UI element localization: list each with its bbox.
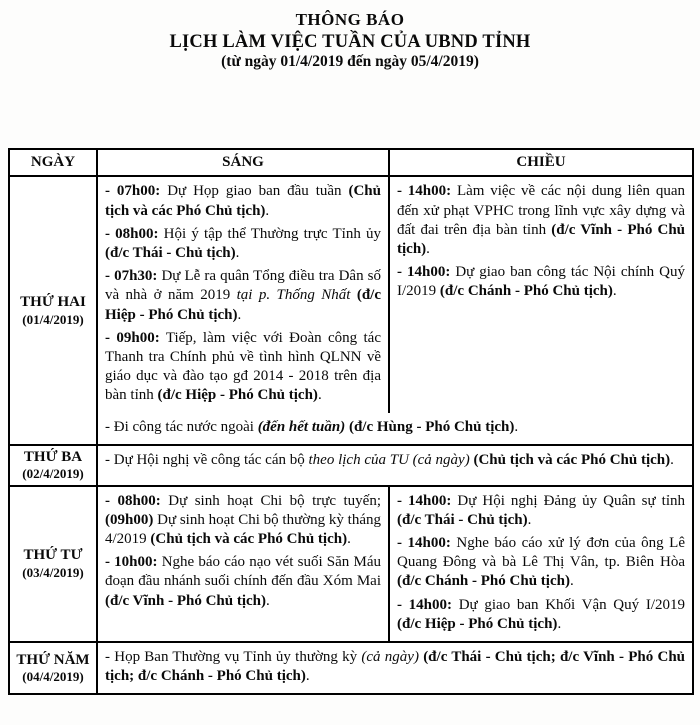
schedule-event: - 07h30: Dự Lễ ra quân Tổng điều tra Dân số và nhà ở năm 2019 tại p. Thống Nhất (đ/c Hiệp - Phó Chủ tịch). (105, 268, 382, 323)
schedule-event: - 14h00: Dự Hội nghị Đảng ủy Quân sự tỉnh (đ/c Thái - Chủ tịch). (397, 492, 685, 528)
tuesday-allday-cell (97, 445, 693, 486)
notice-title: THÔNG BÁO (295, 10, 405, 29)
monday-allday-cell (97, 413, 693, 445)
schedule-event: - 09h00: Tiếp, làm việc với Đoàn công tác Thanh tra Chính phủ về tình hình QLNN về giáo dục và đào tạo gđ 2014 - 2018 trên địa bàn tỉnh (đ/c Hiệp - Phó Chủ tịch). (105, 329, 381, 404)
monday-morning-cell (97, 176, 389, 412)
schedule-table (8, 148, 694, 695)
notice-header (0, 10, 700, 72)
schedule-event: - 14h00: Dự giao ban công tác Nội chính Quý I/2019 (đ/c Chánh - Phó Chủ tịch). (397, 264, 685, 300)
day-name-monday: THỨ HAI (20, 294, 86, 311)
table-row-wednesday (9, 486, 693, 642)
schedule-event: - 07h00: Dự Họp giao ban đầu tuần (Chủ tịch và các Phó Chủ tịch). (105, 183, 381, 219)
schedule-event: - Họp Ban Thường vụ Tỉnh ủy thường kỳ (cả ngày) (đ/c Thái - Chủ tịch; đ/c Vĩnh - Phó Chủ tịch; đ/c Chánh - Phó Chủ tịch). (105, 649, 686, 685)
column-header-afternoon: CHIỀU (389, 149, 693, 176)
schedule-event: - 14h00: Nghe báo cáo xử lý đơn của ông Lê Quang Đông và bà Lê Thị Vân, tp. Biên Hòa (đ/c Chánh - Phó Chủ tịch). (397, 535, 685, 590)
day-name-thursday: THỨ NĂM (16, 651, 90, 668)
schedule-event: - Dự Hội nghị về công tác cán bộ theo lịch của TU (cả ngày) (Chủ tịch và các Phó Chủ tịch). (105, 451, 674, 468)
day-cell-thursday (9, 642, 97, 694)
schedule-event: - 08h00: Dự sinh hoạt Chi bộ trực tuyến; (09h00) Dự sinh hoạt Chi bộ thường kỳ tháng 4/2019 (Chủ tịch và các Phó Chủ tịch). (105, 492, 381, 548)
schedule-event: - 14h00: Làm việc về các nội dung liên quan đến xử phạt VPHC trong lĩnh vực xây dựng và đất đai trên địa bàn tỉnh (đ/c Vĩnh - Phó Chủ tịch). (397, 183, 686, 258)
wednesday-afternoon-cell (389, 486, 693, 642)
monday-afternoon-cell (389, 176, 693, 412)
day-cell-wednesday (9, 486, 97, 642)
column-header-day: NGÀY (9, 149, 97, 176)
schedule-event: - 14h00: Dự giao ban Khối Vận Quý I/2019 (đ/c Hiệp - Phó Chủ tịch). (397, 596, 685, 632)
day-date-monday: (01/4/2019) (22, 311, 84, 327)
table-row-monday (9, 176, 693, 412)
column-header-morning: SÁNG (97, 149, 389, 176)
day-cell-tuesday (9, 445, 97, 486)
day-date-wednesday: (03/4/2019) (22, 565, 84, 581)
table-row-monday-allday (9, 413, 693, 445)
notice-subtitle: LỊCH LÀM VIỆC TUẦN CỦA UBND TỈNH (169, 31, 531, 52)
table-row-tuesday (9, 445, 693, 486)
table-header-row (9, 149, 693, 176)
schedule-event: - Đi công tác nước ngoài (đến hết tuần) (đ/c Hùng - Phó Chủ tịch). (105, 418, 519, 435)
day-name-wednesday: THỨ TƯ (23, 547, 83, 564)
day-date-tuesday: (02/4/2019) (22, 466, 84, 482)
notice-date-range: (từ ngày 01/4/2019 đến ngày 05/4/2019) (221, 53, 479, 71)
schedule-event: - 10h00: Nghe báo cáo nạo vét suối Săn Máu đoạn đầu nhánh suối chính đến đầu Xóm Mai (đ/c Vĩnh - Phó Chủ tịch). (105, 554, 381, 609)
day-date-thursday: (04/4/2019) (22, 669, 84, 685)
thursday-allday-cell (97, 642, 693, 694)
day-cell-monday (9, 176, 97, 444)
wednesday-morning-cell (97, 486, 389, 642)
table-row-thursday (9, 642, 693, 694)
day-name-tuesday: THỨ BA (23, 448, 83, 465)
schedule-event: - 08h00: Hội ý tập thể Thường trực Tỉnh ủy (đ/c Thái - Chủ tịch). (105, 225, 381, 262)
